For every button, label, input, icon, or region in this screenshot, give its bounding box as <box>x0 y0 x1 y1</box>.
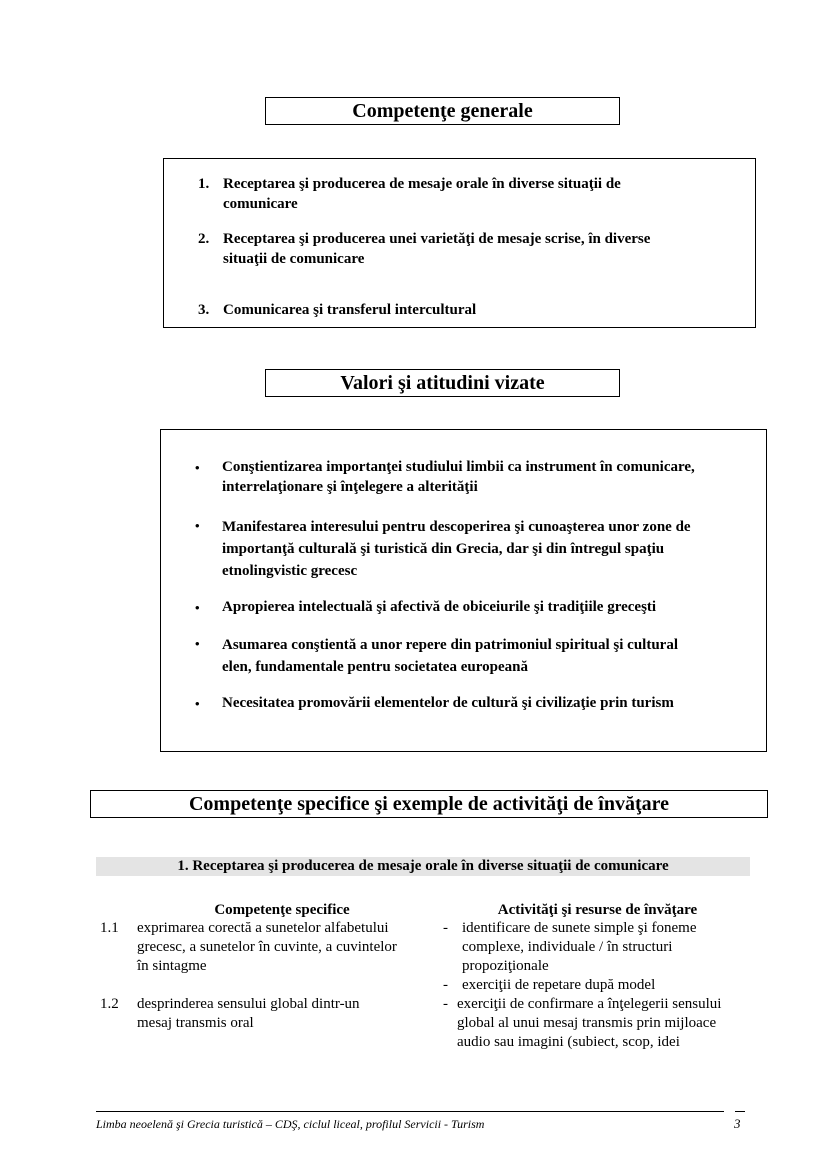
activity-text <box>462 976 752 995</box>
text-line: în sintagme <box>137 958 207 974</box>
list-text-line: Asumarea conştientă a unor repere din patrimoniul spiritual şi cultural <box>222 637 678 653</box>
list-text-line: elen, fundamentale pentru societatea europeană <box>222 659 528 675</box>
row-number: 1.1 <box>100 920 119 936</box>
text-line: global al unui mesaj transmis prin mijloace <box>457 1015 717 1031</box>
heading-values: Valori şi atitudini vizate <box>265 369 620 397</box>
text-line: propoziţionale <box>462 958 549 974</box>
list-number: 1. <box>198 176 210 192</box>
list-text-line: interrelaţionare şi înţelegere a alterităţii <box>222 478 478 495</box>
dash-marker: - <box>443 920 448 936</box>
text-line: audio sau imagini (subiect, scop, idei <box>457 1034 680 1050</box>
column-header-activities: Activităţi şi resurse de învăţare <box>497 902 698 918</box>
list-text-line: Apropierea intelectuală şi afectivă de obiceiurile şi tradiţiile greceşti <box>222 599 657 615</box>
list-text-line: comunicare <box>223 195 298 212</box>
list-text-line: Receptarea şi producerea unei varietăţi de mesaje scrise, în diverse <box>223 231 651 247</box>
text-line: mesaj transmis oral <box>137 1015 254 1031</box>
list-text-line: etnolingvistic grecesc <box>222 563 358 579</box>
text-line: grecesc, a sunetelor în cuvinte, a cuvintelor <box>137 939 397 955</box>
section-title: 1. Receptarea şi producerea de mesaje orale în diverse situaţii de comunicare <box>96 857 750 876</box>
activity-text <box>457 995 757 1052</box>
dash-marker: - <box>443 977 448 993</box>
bullet-icon: • <box>195 460 200 475</box>
list-text-line: Receptarea şi producerea de mesaje orale în diverse situaţii de <box>223 176 621 192</box>
text-line: identificare de sunete simple şi foneme <box>462 920 697 936</box>
text-line: exerciţii de repetare după model <box>462 977 656 993</box>
list-number: 2. <box>198 231 210 247</box>
values-box <box>160 429 767 752</box>
footer-rule <box>96 1111 724 1112</box>
text-line: desprinderea sensului global dintr-un <box>137 996 360 1012</box>
competence-text <box>137 919 437 976</box>
footer-rule-short <box>735 1111 745 1112</box>
footer-text: Limba neoelenă şi Grecia turistică – CDŞ, ciclul liceal, profilul Servicii - Turism <box>96 1117 485 1131</box>
general-competences-box <box>163 158 756 328</box>
activity-text <box>462 919 752 976</box>
competence-text <box>137 995 437 1033</box>
bullet-icon: • <box>195 636 200 651</box>
bullet-icon: • <box>195 600 200 615</box>
list-number: 3. <box>198 302 210 318</box>
heading-general-competences: Competenţe generale <box>265 97 620 125</box>
text-line: complexe, individuale / în structuri <box>462 939 673 955</box>
text-line: exerciţii de confirmare a înţelegerii sensului <box>457 996 722 1012</box>
list-text-line: Conştientizarea importanţei studiului limbii ca instrument în comunicare, <box>222 459 695 475</box>
dash-marker: - <box>443 996 448 1012</box>
list-text-line: importanţă culturală şi turistică din Grecia, dar şi din întregul spaţiu <box>222 541 665 557</box>
page-number: 3 <box>734 1116 741 1131</box>
list-text-line: Necesitatea promovării elementelor de cultură şi civilizaţie prin turism <box>222 695 674 711</box>
text-line: exprimarea corectă a sunetelor alfabetului <box>137 920 389 936</box>
heading-specific-competences: Competenţe specifice şi exemple de activităţi de învăţare <box>90 790 768 818</box>
list-text-line: Manifestarea interesului pentru descoperirea şi cunoaşterea unor zone de <box>222 519 691 535</box>
list-text-line: situaţii de comunicare <box>223 250 365 267</box>
bullet-icon: • <box>195 696 200 711</box>
list-text-line: Comunicarea şi transferul intercultural <box>223 302 477 318</box>
row-number: 1.2 <box>100 996 119 1012</box>
bullet-icon: • <box>195 518 200 533</box>
column-header-competences: Competenţe specifice <box>214 902 350 918</box>
